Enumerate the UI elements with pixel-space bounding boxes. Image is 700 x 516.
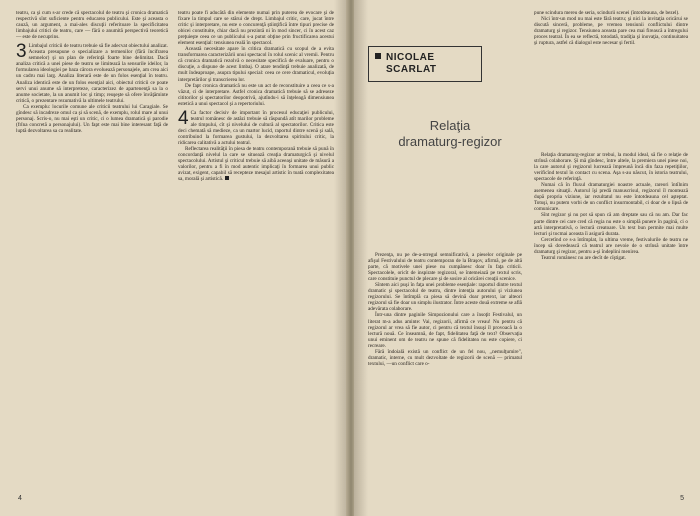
paragraph: Într-una dintre paginile Simpozionului care a însoţit Festivalul, un literat m-a adus aminte: Vai, regizorii, afirmă ce vreau! Nu pentru că regizorul ar vrea să fie autor, ci pentru că textul însuşi îl provoacă la o lectură nouă. Ce înseamnă, de fapt, fidelitatea faţă de text? Observaţia unui eminent om de teatru ne spune că fidelitatea nu este copiere, ci recreare. <box>368 312 522 349</box>
author-last-name: SCARLAT <box>386 64 437 75</box>
title-line-2: dramaturg-regizor <box>398 134 502 149</box>
page-number-left: 4 <box>18 495 22 502</box>
paragraph: Sînt regizor şi nu pot să spun că am dreptate sau că nu am. Dar fac parte dintre cei care cred că regia nu este o simplă punere în pagină, ci o artă interpretativă, o lectură creatoare. Un text bun permite mai multe lecturi şi tocmai aceasta îi asigură durata. <box>534 212 688 237</box>
paragraph: De fapt cronica dramatică nu este un act de reconstituire a ceea ce s-a văzut, ci de interpretare. Astfel cronica dramatică trebuie să se adreseze cititorilor şi spectatorilor deopotrivă, ajutîndu-i să înţeleagă dimensiunea estetică a unui spectacol şi a repertoriului. <box>178 82 334 107</box>
paragraph: pune scindura mereu de seria, scindurii scenei (întotdeauna, de bezel). <box>534 10 680 16</box>
page-number-right: 5 <box>680 495 684 502</box>
bullet-square-icon <box>375 53 381 59</box>
author-first-name: NICOLAE <box>386 52 435 63</box>
end-mark-icon <box>225 176 229 180</box>
right-page <box>354 0 700 516</box>
author-box <box>368 46 482 82</box>
right-page-column-1 <box>368 252 522 488</box>
paragraph: Cercetînd ce s-a întîmplat, la ultima vreme, festivalurile de teatru ne încep să dovedească că teatrul are nevoie de o strînsă unitate între dramaturg şi regizor, pentru a-şi îndeplini menirea. <box>534 236 688 255</box>
left-page-column-2 <box>178 10 334 482</box>
right-page-intro-column <box>534 10 688 150</box>
paragraph: Nici într-un mod nu mai este fără teatru; şi nici la invitaţia oricărui se discută sinceră, probleme, pe vremea tensiunii conflictului dintre dramaturg şi regizor. Tensiunea aceasta pare cea mai firească a întregului proces teatral. În ea se reflectă, totodată, tradiţia şi inovaţia, continuitatea şi ruptura, astfel că dialogul este necesar şi fertil. <box>534 16 688 47</box>
paragraph: Prezenţa, nu pe de-a-ntregul semnificativă, a pieselor originale pe afişul Festivalului de teatru contemporan de la Braşov, afirmă, pe de altă parte, că motivele unei piese nu cumpănesc doar în faţa criticii. Spectacolele, oricît de inspirate regizoral, se întemeiază pe textul scris, care constituie punctul de plecare şi de sosire al oricărei creaţii scenice. <box>368 252 522 283</box>
article-title <box>380 118 520 150</box>
paragraph: Ca exemplu: locurile comune ale criticii teatrului lui Caragiale. Se gîndesc să incadreze omul ca şi să scenă, de exemplu, rolul mare al unui personaj. Scris-o, nu mai eşti un critic, ci o lumea dramatică şi parodie (frîna concretă a personajului). Un fapt este mai bine interesant faţă de luptă dezvoltarea sa ca realitate. <box>16 103 168 134</box>
paragraph: Relaţia dramaturg-regizor ar trebui, la modul ideal, să fie o relaţie de strînsă colaborare. Şi mă gîndesc, între altele, la premiera unei piese noi, la care autorul şi regizorul lucrează împreună încă din faza repetiţiilor, verificînd textul în contact cu scena. Aşa s-au născut, în istoria teatrului, spectacole de referinţă. <box>534 152 688 183</box>
left-page-column-1 <box>16 10 168 482</box>
paragraph: Numai că în fluxul dramaturgiei noastre actuale, rareori întîlnim asemenea situaţii. Autorul îşi predă manuscrisul, regizorul îl montează după propria viziune, iar rezultatul nu este întotdeauna cel aşteptat. Totuşi, nu putem vorbi de un conflict insurmontabil, ci doar de o lipsă de comunicare. <box>534 182 688 213</box>
paragraph: Fără îndoială există un conflict de un fel nou, ,,nemulţumire", dramatic, interne, cu mult dezvoltate de regizorii de scenă — primatul textului, —un conflict care o- <box>368 348 522 367</box>
paragraph: 4 Ca factor decisiv de important în procesul educaţiei publicului, teatrul românesc de astăzi trebuie să răspundă atît marilor probleme ale timpului, cît şi nivelului de cultură al spectatorilor. Critica este deci chemată să medieze, ca un martor lucid, raportul dintre scenă şi sală, contribuind la formarea gustului, la dezvoltarea spiritului critic, la ridicarea calitativă a actului teatral. <box>178 107 334 146</box>
drop-cap-4: 4 <box>178 107 189 129</box>
drop-cap-3: 3 <box>16 41 27 63</box>
left-page <box>0 0 348 516</box>
paragraph: Teatrul românesc nu are decît de cîştigat. <box>541 254 627 261</box>
paragraph: teatru, ca şi cum s-ar crede că spectacolul de teatru şi cronica dramatică respectivă sînt suficiente pentru educarea publicului. Este şi aceasta o cauză, un argument, a mai-ales discuţii referitoare la specificitatea limbajului critici de teatru, care — fără o anumită perspectivă teoretică — este de necuprins. <box>16 10 168 41</box>
paragraph: Reflectarea realităţii în piesa de teatru contemporană trebuie să pună în concordanţă nivelul la care se situează creaţia dramaturgică şi nivelul spectacolului. Artistul şi criticul trebuie să aibă aceeaşi unitate de măsură a valorilor, pentru a fi în mod autentic implicaţi în formarea unui public avizat, exigent, capabil să recepteze mesajul artistic în toată complexitatea sa, morală şi artistică. <box>178 146 334 183</box>
paragraph: Această necesitate apare în critica dramatică cu scopul de a evita transformarea caracterizării unui spectacol în rolul scenic al vremii. Pentru că cronica dramatică rezolvă o necesitate specifică de evaluare, pentru o discuţie, a dispune de acest limbaj. O atare tendinţă trebuie analizată, de mult îndeaproape, asupra tipului special: ceea ce cere dramaticul, evoluţia interpretărilor şi transcrierea lor. <box>178 46 334 83</box>
paragraph: 3 Limbajul criticii de teatru trebuie să fie adecvat obiectului analizat. Aceasta presupune o specializare a termenilor (fără încifrarea semnelor) şi un plan de referinţă foarte bine delimitat. Dacă analiza critică a unei piese de teatru se limitează la sensurile ideilor, la formularea ideologiei pe baza cărora evoluează personajele, am crea aici un cadru mai larg. Analiza literară este de un folos esenţial în teatru. Analiza identică este de un folos esenţial aici, obiectul criticii ce poate servi unui anume să interpreteze, caracterizez de apartenenţă sa la o anume societate, la un anumit loc şi timp; reuşeşte să ofere învăţăminte critică, o prezentare rezumativă la ultimele teatrului. <box>16 41 168 104</box>
paragraph: teatru poate fi aducătă din elemente numai prin puterea de evocare şi de fixare la timpul care se stărui de drept. Limbajul critic, care, jucat între critic şi interpretare, nu este o concurenţă ştiinţifică între tipuri precise de obicei constituite, chiar dacă nu prezintă ni în mod sincer, ci în acest caz preţuieşte ceea ce un publicului s-a putut obţine prin fructificarea acestui element esenţial: tensiunea reală în spectacol. <box>178 10 334 47</box>
paragraph: Sîntem aici puşi în faţa unei probleme esenţiale: raportul dintre textul dramatic şi spectacolul de teatru, dintre intenţia autorului şi viziunea regizorului. Se întîmplă ca piesa să devină doar pretext, iar alteori regizorul să fie doar un simplu ilustrator. Între aceste două extreme se află adevărata colaborare. <box>368 282 522 313</box>
right-page-column-2 <box>534 152 688 488</box>
title-line-1: Relaţia <box>429 118 471 133</box>
